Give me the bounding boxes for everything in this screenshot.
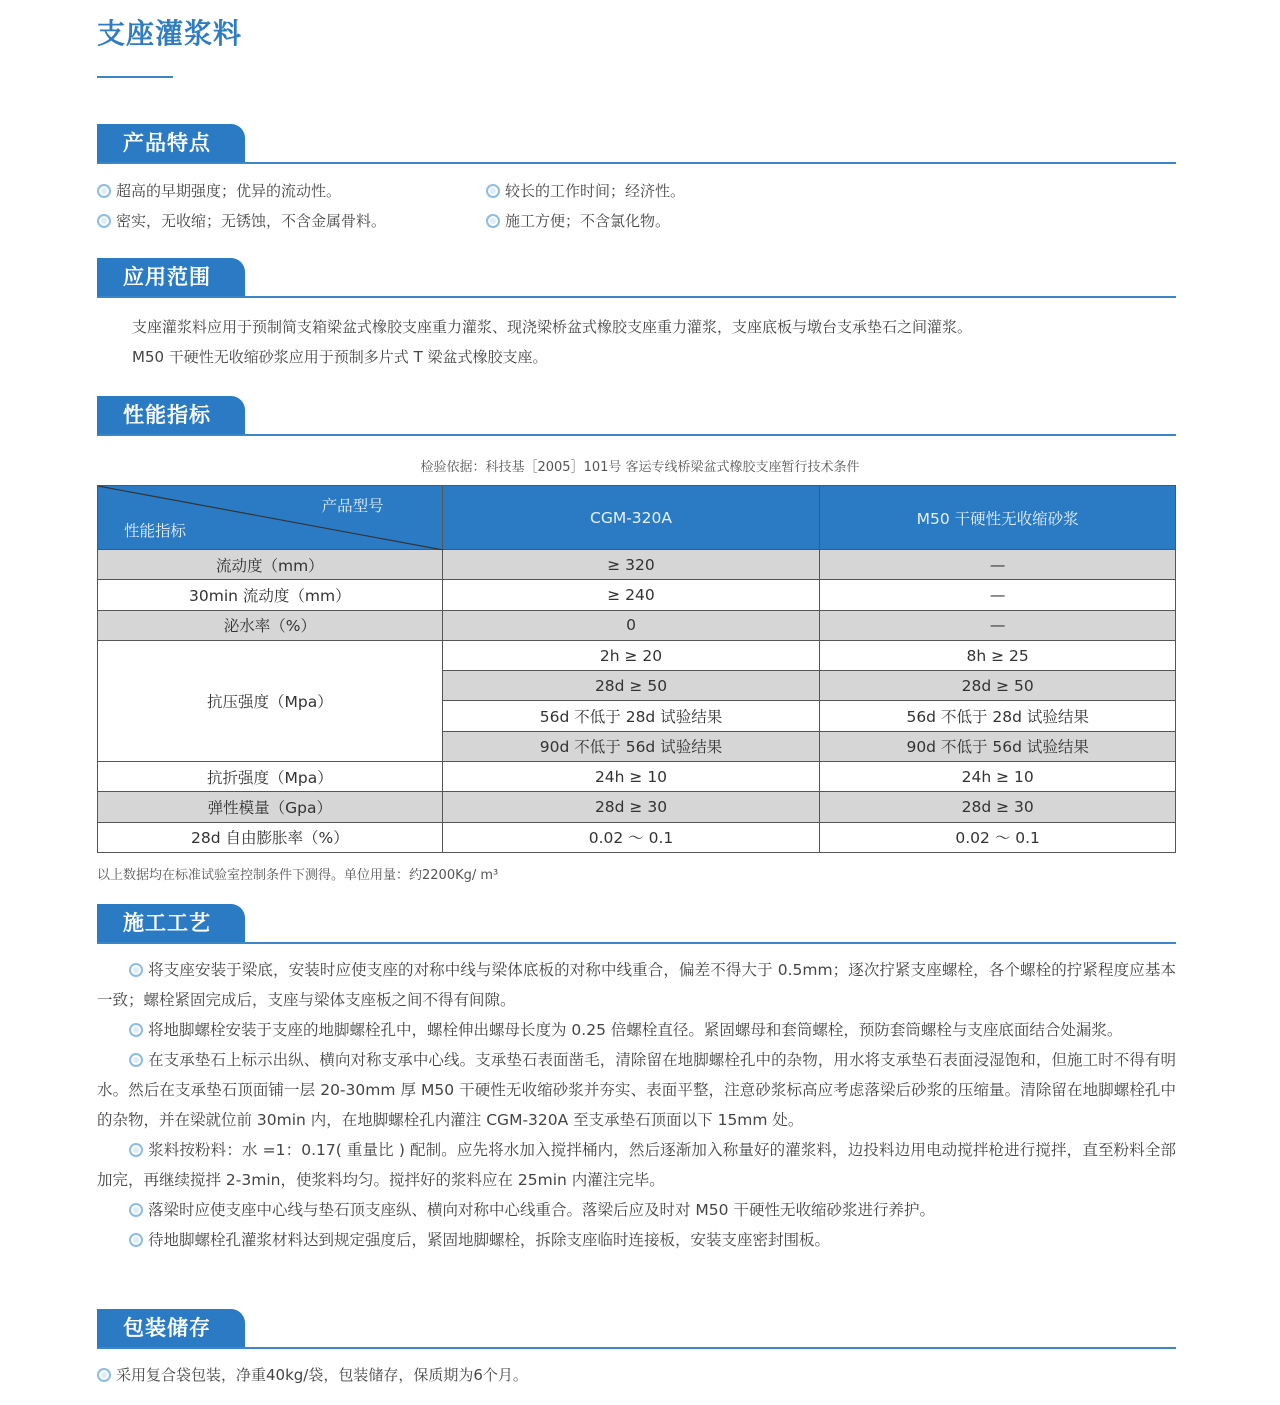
- feature-item: [486, 180, 685, 201]
- metric-cell: 抗压强度（Mpa）: [98, 640, 443, 761]
- section-header-features: [97, 126, 1176, 164]
- feature-text: 施工方便；不含氯化物。: [505, 212, 671, 230]
- bullet-icon: [97, 1368, 111, 1382]
- corner-metric-label: 性能指标: [124, 522, 187, 540]
- feature-item: [486, 210, 670, 231]
- process-step: [97, 955, 1176, 1015]
- feature-text: 密实，无收缩；无锈蚀，不含金属骨料。: [116, 212, 387, 230]
- process-step: [97, 1135, 1176, 1195]
- value-cell: 0.02 ～ 0.1: [442, 822, 820, 852]
- value-cell: 24h ≥ 10: [820, 762, 1176, 792]
- table-row: [98, 822, 1176, 852]
- bullet-icon: [129, 1203, 143, 1217]
- bullet-icon: [97, 214, 111, 228]
- packaging-text: 采用复合袋包装，净重40kg/袋，包装储存，保质期为6个月。: [116, 1366, 528, 1384]
- bullet-icon: [129, 963, 143, 977]
- value-cell: 90d 不低于 56d 试验结果: [820, 731, 1176, 761]
- value-cell: 28d ≥ 50: [442, 671, 820, 701]
- step-text: 在支承垫石上标示出纵、横向对称支承中心线。支承垫石表面凿毛，清除留在地脚螺栓孔中的杂物，用水将支承垫石表面浸湿饱和，但施工时不得有明水。然后在支承垫石顶面铺一层 20-30mm 厚 M50 干硬性无收缩砂浆并夯实、表面平整，注意砂浆标高应考虑落梁后砂浆的压缩量。清除留在地脚螺栓孔中的杂物，并在梁就位前 30min 内，在地脚螺栓孔内灌注 CGM-320A 至支承垫石顶面以下 15mm 处。: [97, 1051, 1176, 1129]
- packaging-item: [97, 1364, 528, 1385]
- feature-item: [97, 180, 341, 201]
- value-cell: 24h ≥ 10: [442, 762, 820, 792]
- table-row: [98, 580, 1176, 610]
- title-underline: [97, 76, 173, 78]
- value-cell: 28d ≥ 30: [820, 792, 1176, 822]
- process-step: [97, 1045, 1176, 1135]
- value-cell: 28d ≥ 50: [820, 671, 1176, 701]
- metric-cell: 弹性模量（Gpa）: [98, 792, 443, 822]
- table-row: [98, 550, 1176, 580]
- bullet-icon: [129, 1023, 143, 1037]
- bullet-icon: [486, 184, 500, 198]
- value-cell: 56d 不低于 28d 试验结果: [820, 701, 1176, 731]
- section-title: 性能指标: [97, 396, 245, 434]
- column-header-cgm: CGM-320A: [442, 486, 820, 550]
- value-cell: 56d 不低于 28d 试验结果: [442, 701, 820, 731]
- value-cell: —: [820, 580, 1176, 610]
- feature-item: [97, 210, 386, 231]
- value-cell: 28d ≥ 30: [442, 792, 820, 822]
- section-header-process: [97, 906, 1176, 944]
- section-title: 应用范围: [97, 258, 245, 296]
- section-title: 产品特点: [97, 124, 245, 162]
- section-title: 施工工艺: [97, 904, 245, 942]
- bullet-icon: [129, 1233, 143, 1247]
- value-cell: —: [820, 610, 1176, 640]
- page-title: 支座灌浆料: [97, 17, 243, 50]
- value-cell: 0: [442, 610, 820, 640]
- section-title: 包装储存: [97, 1309, 245, 1347]
- test-basis: 检验依据：科技基［2005］101号 客运专线桥梁盆式橡胶支座暂行技术条件: [420, 460, 860, 475]
- metric-cell: 28d 自由膨胀率（%）: [98, 822, 443, 852]
- value-cell: 90d 不低于 56d 试验结果: [442, 731, 820, 761]
- metric-cell: 抗折强度（Mpa）: [98, 762, 443, 792]
- corner-product-label: 产品型号: [321, 497, 384, 515]
- table-row: [98, 640, 1176, 670]
- corner-header: [98, 486, 443, 550]
- bullet-icon: [486, 214, 500, 228]
- table-header-row: [98, 486, 1176, 550]
- bullet-icon: [97, 184, 111, 198]
- value-cell: —: [820, 550, 1176, 580]
- section-header-packaging: [97, 1311, 1176, 1349]
- process-step: [97, 1015, 1176, 1045]
- process-step: [97, 1225, 1176, 1255]
- feature-text: 较长的工作时间；经济性。: [505, 182, 686, 200]
- feature-text: 超高的早期强度；优异的流动性。: [116, 182, 342, 200]
- metric-cell: 流动度（mm）: [98, 550, 443, 580]
- section-header-application: [97, 260, 1176, 298]
- step-text: 浆料按粉料：水 =1：0.17( 重量比 ) 配制。应先将水加入搅拌桶内，然后逐渐加入称量好的灌浆料，边投料边用电动搅拌枪进行搅拌，直至粉料全部加完，再继续搅拌 2-3min，使浆料均匀。搅拌好的浆料应在 25min 内灌注完毕。: [97, 1141, 1176, 1189]
- step-text: 落梁时应使支座中心线与垫石顶支座纵、横向对称中心线重合。落梁后应及时对 M50 干硬性无收缩砂浆进行养护。: [148, 1201, 935, 1219]
- process-steps: [97, 955, 1176, 1255]
- metric-cell: 30min 流动度（mm）: [98, 580, 443, 610]
- table-note: 以上数据均在标准试验室控制条件下测得。单位用量：约2200Kg/ m³: [97, 868, 499, 883]
- value-cell: 0.02 ～ 0.1: [820, 822, 1176, 852]
- table-row: [98, 792, 1176, 822]
- bullet-icon: [129, 1143, 143, 1157]
- value-cell: 8h ≥ 25: [820, 640, 1176, 670]
- performance-table: [97, 485, 1176, 853]
- value-cell: ≥ 320: [442, 550, 820, 580]
- section-header-performance: [97, 398, 1176, 436]
- value-cell: 2h ≥ 20: [442, 640, 820, 670]
- step-text: 待地脚螺栓孔灌浆材料达到规定强度后，紧固地脚螺栓，拆除支座临时连接板，安装支座密封围板。: [148, 1231, 831, 1249]
- column-header-m50: M50 干硬性无收缩砂浆: [820, 486, 1176, 550]
- value-cell: ≥ 240: [442, 580, 820, 610]
- table-row: [98, 762, 1176, 792]
- application-text: M50 干硬性无收缩砂浆应用于预制多片式 T 梁盆式橡胶支座。: [132, 348, 548, 366]
- bullet-icon: [129, 1053, 143, 1067]
- step-text: 将支座安装于梁底，安装时应使支座的对称中线与梁体底板的对称中线重合，偏差不得大于 0.5mm；逐次拧紧支座螺栓，各个螺栓的拧紧程度应基本一致；螺栓紧固完成后，支座与梁体支座板之间不得有间隙。: [97, 961, 1176, 1009]
- step-text: 将地脚螺栓安装于支座的地脚螺栓孔中，螺栓伸出螺母长度为 0.25 倍螺栓直径。紧固螺母和套筒螺栓，预防套筒螺栓与支座底面结合处漏浆。: [148, 1021, 1123, 1039]
- table-row: [98, 610, 1176, 640]
- metric-cell: 泌水率（%）: [98, 610, 443, 640]
- application-text: 支座灌浆料应用于预制简支箱梁盆式橡胶支座重力灌浆、现浇梁桥盆式橡胶支座重力灌浆，支座底板与墩台支承垫石之间灌浆。: [132, 318, 973, 336]
- process-step: [97, 1195, 1176, 1225]
